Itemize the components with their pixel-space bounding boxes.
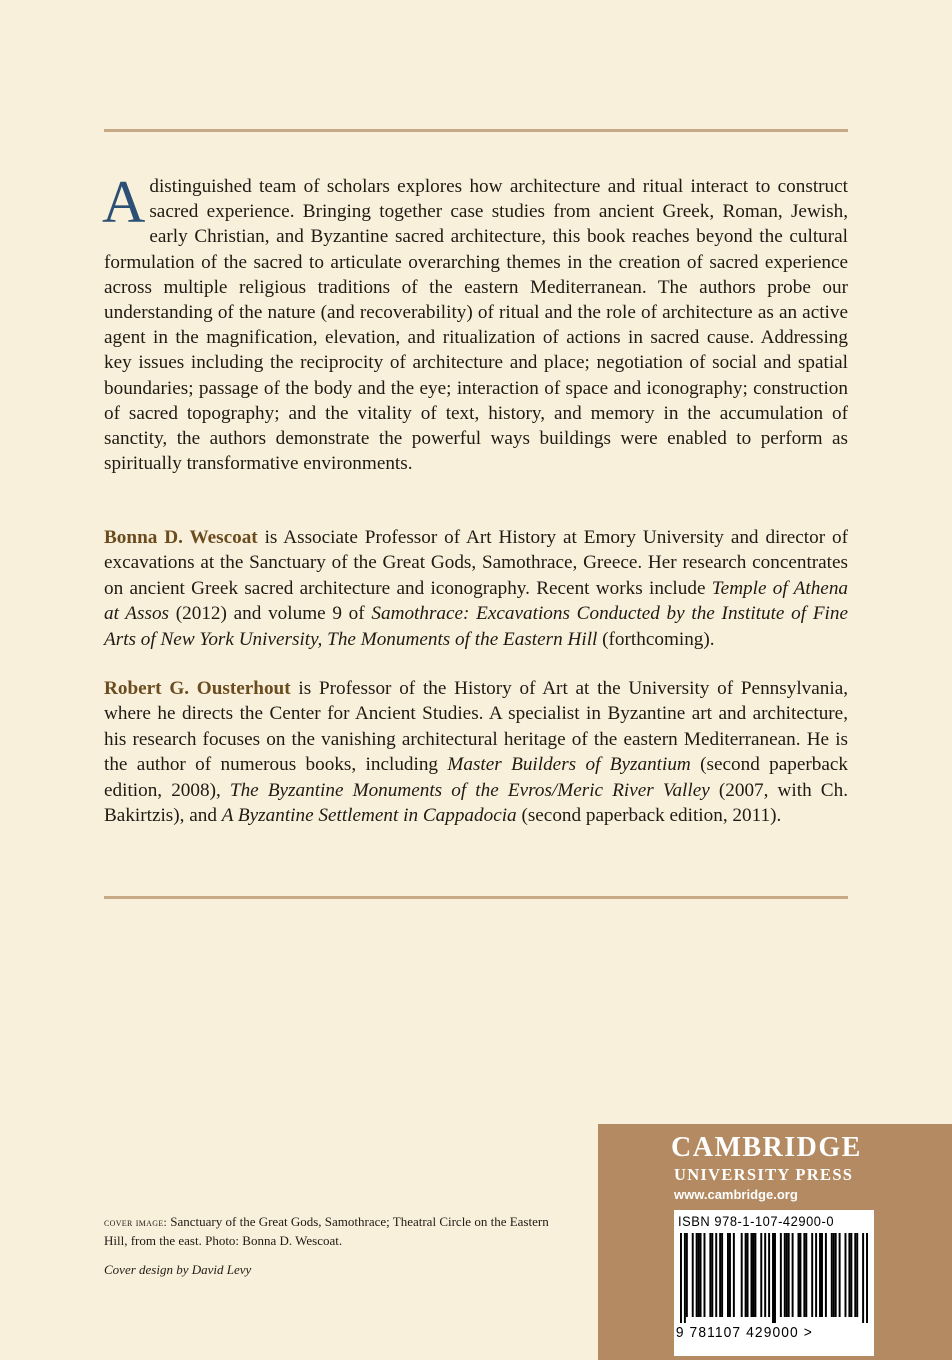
barcode-bar: [727, 1233, 729, 1317]
barcode-bar: [835, 1233, 837, 1317]
barcode-bar: [774, 1233, 776, 1323]
publisher-url: www.cambridge.org: [674, 1187, 798, 1202]
barcode-bar: [815, 1233, 817, 1317]
barcode-bar: [825, 1233, 827, 1317]
author-bio-wescoat: [104, 525, 848, 652]
book-title: Temple of Athena at Assos: [104, 577, 849, 625]
barcode-panel: [674, 1210, 874, 1356]
barcode-bar: [751, 1233, 753, 1317]
barcode-bar: [709, 1233, 711, 1317]
bio-text: (2007, with Ch. Bakirtzis), and: [104, 779, 848, 827]
barcode-bar: [799, 1233, 801, 1317]
barcode-bar: [784, 1233, 786, 1317]
barcode-bar: [768, 1233, 770, 1317]
barcode-bar: [711, 1233, 713, 1317]
barcode-bar: [745, 1233, 747, 1317]
barcode-bar: [680, 1233, 682, 1323]
barcode-bar: [854, 1233, 856, 1317]
cover-image-credit: [104, 1213, 564, 1249]
barcode-bar: [780, 1233, 782, 1317]
barcode-bar: [862, 1233, 864, 1323]
credit-text: Sanctuary of the Great Gods, Samothrace; Theatral Circle on the Eastern Hill, from the east. Photo: Bonna D. Wescoat.: [104, 1214, 549, 1248]
book-description: [102, 169, 848, 476]
book-title: A Byzantine Settlement in Cappadocia: [221, 805, 517, 827]
bio-text: (forthcoming).: [597, 628, 715, 650]
barcode-bar: [788, 1233, 790, 1317]
barcode-bar: [764, 1233, 766, 1317]
barcode-bar: [700, 1233, 702, 1317]
credit-label: cover image:: [104, 1217, 168, 1229]
bio-text: (2012) and volume 9 of: [169, 603, 372, 625]
cover-design-credit: Cover design by David Levy: [104, 1262, 252, 1277]
barcode-bar: [721, 1233, 723, 1317]
bio-text: (second paperback edition, 2008),: [104, 754, 848, 801]
barcode-bar: [704, 1233, 706, 1317]
barcode-bar: [772, 1233, 774, 1323]
barcode-bar: [715, 1233, 717, 1317]
barcode-bar: [833, 1233, 835, 1317]
book-title: Samothrace: Excavations Conducted by the Institute of Fine Arts of New York University, The Monuments of the Eastern Hill: [104, 603, 848, 650]
author-bio-ousterhout: [104, 676, 848, 828]
barcode-bar: [811, 1233, 813, 1317]
barcode-bar: [839, 1233, 841, 1317]
barcode-bar: [792, 1233, 794, 1317]
barcode-icon: [680, 1233, 868, 1323]
barcode-digits: 9 781107 429000 >: [675, 1324, 813, 1341]
book-title: The Byzantine Monuments of the Evros/Meric River Valley: [229, 779, 710, 801]
barcode-bar: [798, 1233, 800, 1317]
barcode-bar: [805, 1233, 807, 1317]
barcode-bar: [719, 1233, 721, 1317]
barcode-bar: [803, 1233, 805, 1317]
isbn-label: ISBN 978-1-107-42900-0: [678, 1213, 835, 1229]
barcode-bar: [845, 1233, 847, 1317]
barcode-bar: [696, 1233, 698, 1317]
barcode-bar: [698, 1233, 700, 1317]
barcode-bar: [741, 1233, 743, 1317]
barcode-bar: [733, 1233, 735, 1317]
bio-text: is Associate Professor of Art History at Emory University and director of excavations at the Sanctuary of the Great Gods, Samothrace, Greece. Her research concentrates on ancient Greek sacred architecture and iconography. Recent works include: [104, 527, 849, 599]
barcode-bar: [866, 1233, 868, 1323]
publisher-subtitle: UNIVERSITY PRESS: [674, 1165, 854, 1184]
barcode-bar: [692, 1233, 694, 1317]
barcode-bar: [684, 1233, 686, 1323]
barcode-bar: [760, 1233, 762, 1317]
barcode-bar: [821, 1233, 823, 1317]
barcode-bar: [848, 1233, 850, 1317]
barcode-bar: [819, 1233, 821, 1317]
bottom-divider: [104, 896, 848, 899]
bio-text: (second paperback edition, 2011).: [516, 805, 782, 827]
book-title: Master Builders of Byzantium: [447, 754, 691, 776]
drop-cap: A: [102, 169, 146, 235]
barcode-bar: [786, 1233, 788, 1317]
barcode-bar: [747, 1233, 749, 1317]
top-divider: [104, 129, 848, 132]
publisher-name: CAMBRIDGE: [671, 1132, 862, 1163]
barcode-bar: [856, 1233, 858, 1317]
barcode-bar: [831, 1233, 833, 1317]
barcode-bar: [752, 1233, 754, 1317]
description-text: distinguished team of scholars explores how architecture and ritual interact to construct sacred experience. Bringing together case studies from ancient Greek, Roman, Jewish, early Christian, and Byzantine sacred architecture, this book reaches beyond the cultural formulation of the sacred to articulate overarching themes in the creation of sacred experience across multiple religious traditions of the eastern Mediterranean. The authors probe our understanding of the nature (and recoverability) of ritual and the role of architecture as an active agent in the magnification, elevation, and ritualization of actions in sacred cause. Addressing key issues including the reciprocity of architecture and place; negotiation of social and spatial boundaries; passage of the body and the eye; interaction of space and iconography; construction of sacred topography; and the vitality of text, history, and memory in the accumulation of sanctity, the authors demonstrate the powerful ways buildings were enabled to perform as spiritually transformative environments.: [104, 176, 848, 475]
barcode-bar: [850, 1233, 852, 1317]
bio-text: is Professor of the History of Art at the University of Pennsylvania, where he directs the Center for Ancient Studies. A specialist in Byzantine art and architecture, his research focuses on the vanishing architectural heritage of the eastern Mediterranean. He is the author of numerous books, including: [104, 678, 849, 776]
barcode-bar: [686, 1233, 688, 1317]
barcode-bar: [729, 1233, 731, 1317]
author-name-ousterhout: Robert G. Ousterhout: [104, 678, 291, 699]
publisher-panel: [598, 1124, 952, 1360]
author-name-wescoat: Bonna D. Wescoat: [104, 527, 258, 548]
barcode-bar: [754, 1233, 756, 1317]
